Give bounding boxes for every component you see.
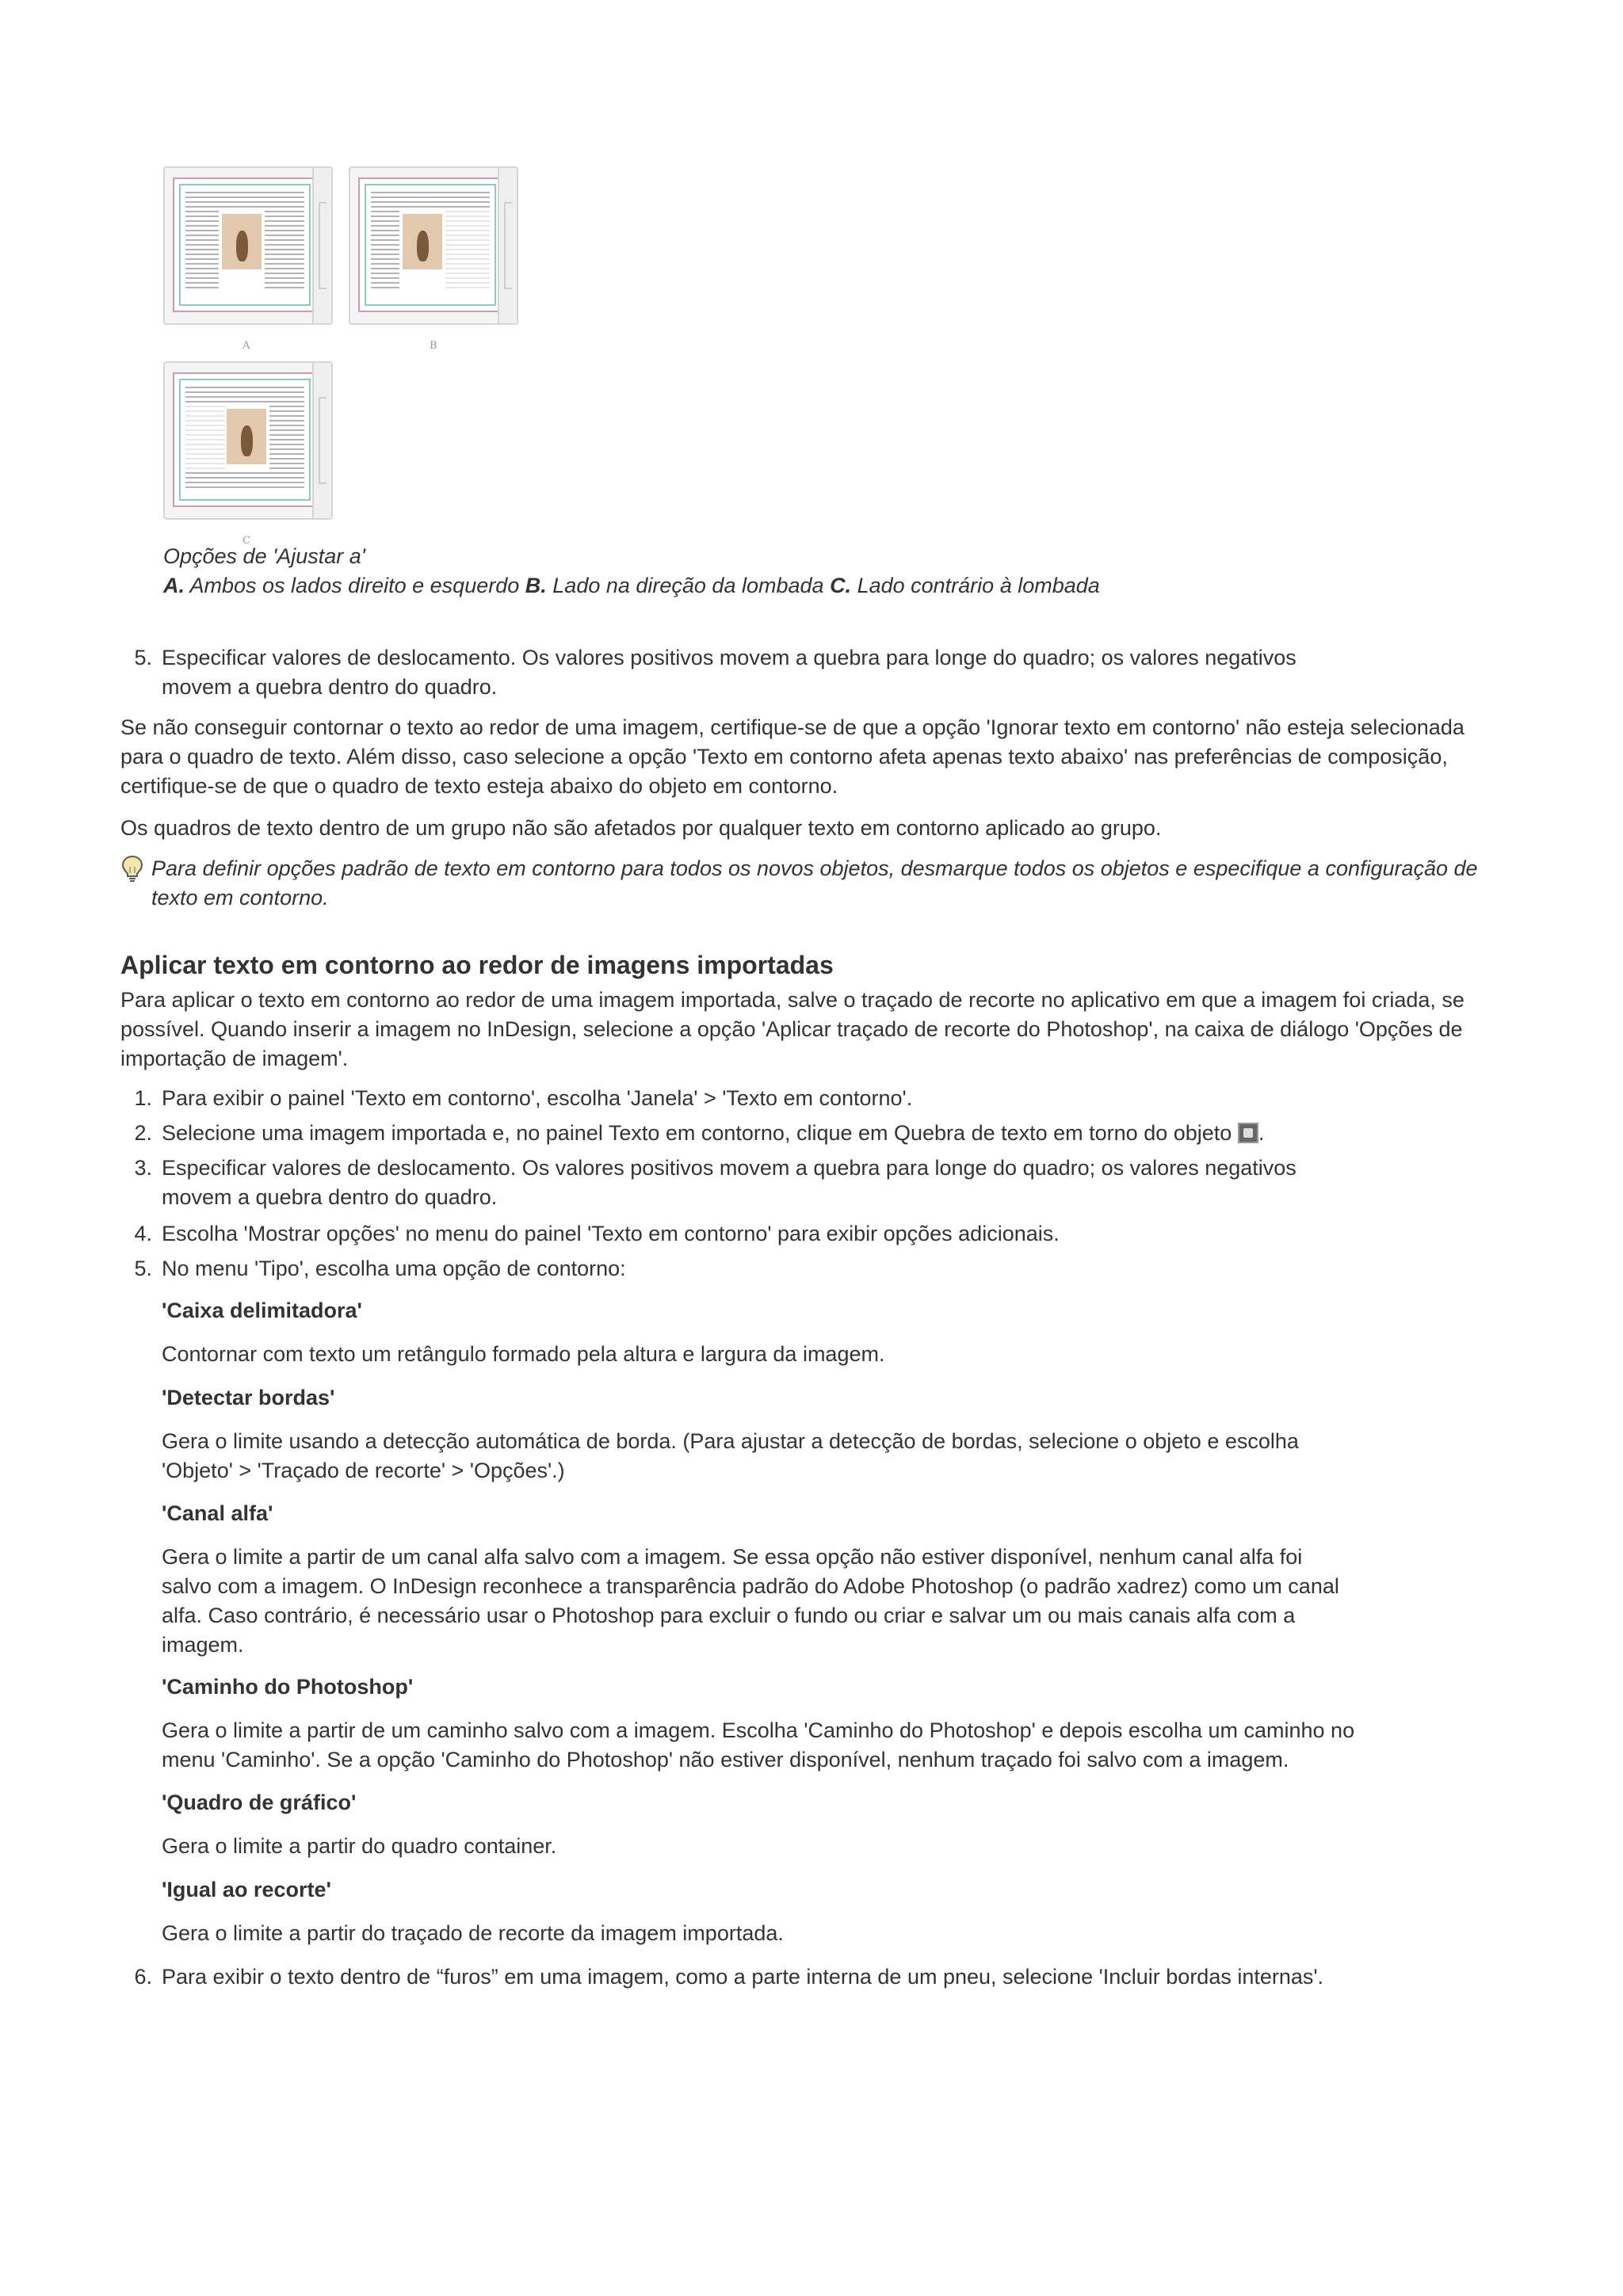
list-text-suffix: .	[1258, 1121, 1265, 1145]
list-text: Para exibir o painel 'Texto em contorno', escolha 'Janela' > 'Texto em contorno'.	[162, 1086, 913, 1110]
option-description	[162, 1340, 884, 1369]
list-number: 6.	[134, 1965, 152, 1989]
list-text	[162, 1119, 1264, 1148]
option-description	[162, 1832, 556, 1861]
figure-caption-items	[163, 571, 1100, 601]
list-item-step5-offset	[120, 643, 1515, 704]
option-description	[162, 1919, 784, 1948]
list-text: No menu 'Tipo', escolha uma opção de contorno:	[162, 1257, 626, 1280]
option-description-line: Gera o limite usando a detecção automática de borda. (Para ajustar a detecção de bordas, selecione o objeto e escolha	[162, 1429, 1299, 1453]
caption-text-b: Lado na direção da lombada	[552, 574, 824, 597]
list-number: 3.	[134, 1156, 152, 1180]
list-text-line-1: Especificar valores de deslocamento. Os valores positivos movem a quebra para longe do quadro; os valores negativos	[162, 1156, 1296, 1180]
list-number: 5.	[134, 646, 152, 669]
option-term: 'Igual ao recorte'	[162, 1878, 331, 1901]
list-text	[162, 643, 1296, 702]
list-text-line-2: movem a quebra dentro do quadro.	[162, 1185, 498, 1209]
lightbulb-icon	[120, 854, 144, 883]
option-description-line: Gera o limite a partir do traçado de recorte da imagem importada.	[162, 1921, 784, 1945]
paragraph-groups: Os quadros de texto dentro de um grupo não são afetados por qualquer texto em contorno aplicado ao grupo.	[120, 816, 1162, 840]
section-heading: Aplicar texto em contorno ao redor de imagens importadas	[120, 951, 834, 979]
section-intro-line-3: importação de imagem'.	[120, 1047, 349, 1070]
list-text: Escolha 'Mostrar opções' no menu do painel 'Texto em contorno' para exibir opções adicionais.	[162, 1222, 1060, 1245]
section-intro-line-2: possível. Quando inserir a imagem no InDesign, selecione a opção 'Aplicar traçado de recorte do Photoshop', na caixa de diálogo 'Opções de	[120, 1017, 1463, 1041]
option-term: 'Caminho do Photoshop'	[162, 1675, 414, 1699]
tip-text-line-1: Para definir opções padrão de texto em contorno para todos os novos objetos, desmarque todos os objetos e especifique a configuração de	[151, 856, 1478, 880]
paragraph-line-3: certifique-se de que o quadro de texto esteja abaixo do objeto em contorno.	[120, 774, 838, 798]
caption-letter-a: A.	[163, 574, 185, 597]
list-text-line-1: Especificar valores de deslocamento. Os valores positivos movem a quebra para longe do quadro; os valores negativos	[162, 646, 1296, 669]
list-number: 4.	[134, 1222, 152, 1245]
tip-icon	[120, 854, 144, 883]
list-text	[162, 1154, 1296, 1212]
paragraph-line-1: Se não conseguir contornar o texto ao redor de uma imagem, certifique-se de que a opção 'Ignorar texto em contorno' não esteja selecionada	[120, 715, 1465, 739]
option-description-line: Gera o limite a partir de um caminho salvo com a imagem. Escolha 'Caminho do Photoshop' e depois escolha um caminho no	[162, 1718, 1355, 1742]
figure-caption-title: Opções de 'Ajustar a'	[163, 544, 365, 568]
caption-letter-c: C.	[830, 574, 852, 597]
caption-letter-b: B.	[525, 574, 547, 597]
section-intro-line-1: Para aplicar o texto em contorno ao redor de uma imagem importada, salve o traçado de recorte no aplicativo em que a imagem foi criada, se	[120, 988, 1465, 1012]
list-text-content: Selecione uma imagem importada e, no painel Texto em contorno, clique em Quebra de texto em torno do objeto	[162, 1121, 1232, 1145]
option-term: 'Canal alfa'	[162, 1501, 273, 1525]
thumbnail-a	[163, 166, 333, 325]
caption-text-c: Lado contrário à lombada	[857, 574, 1100, 597]
option-description-line: salvo com a imagem. O InDesign reconhece a transparência padrão do Adobe Photoshop (o padrão xadrez) como um canal	[162, 1574, 1339, 1598]
list-number: 1.	[134, 1086, 152, 1110]
option-description	[162, 1543, 1339, 1660]
thumbnail-b	[349, 166, 518, 325]
option-term: 'Caixa delimitadora'	[162, 1299, 362, 1322]
option-term: 'Detectar bordas'	[162, 1386, 335, 1409]
option-description-line: imagem.	[162, 1633, 244, 1657]
option-description	[162, 1716, 1354, 1775]
option-description-line: Gera o limite a partir do quadro container.	[162, 1834, 557, 1858]
option-description-line: Contornar com texto um retângulo formado pela altura e largura da imagem.	[162, 1342, 885, 1366]
wrap-around-object-icon	[1238, 1123, 1258, 1143]
list-number: 2.	[134, 1121, 152, 1145]
option-term: 'Quadro de gráfico'	[162, 1791, 357, 1814]
paragraph-wrap-not-working	[120, 713, 1515, 801]
figure-letter-a: A	[242, 340, 250, 352]
option-description-line: alfa. Caso contrário, é necessário usar o Photoshop para excluir o fundo ou criar e salvar um ou mais canais alfa com a	[162, 1604, 1296, 1627]
caption-text-a: Ambos os lados direito e esquerdo	[189, 574, 520, 597]
section-intro	[120, 986, 1515, 1074]
list-text: Para exibir o texto dentro de “furos” em uma imagem, como a parte interna de um pneu, selecione 'Incluir bordas internas'.	[162, 1965, 1324, 1989]
figure-letter-b: B	[430, 340, 437, 352]
option-description-line: Gera o limite a partir de um canal alfa salvo com a imagem. Se essa opção não estiver disponível, nenhum canal alfa foi	[162, 1545, 1303, 1569]
tip-text	[151, 854, 1530, 913]
list-number: 5.	[134, 1257, 152, 1280]
option-description-line: 'Objeto' > 'Traçado de recorte' > 'Opções'.)	[162, 1459, 565, 1482]
option-description	[162, 1427, 1299, 1486]
list-text-line-2: movem a quebra dentro do quadro.	[162, 675, 498, 699]
option-description-line: menu 'Caminho'. Se a opção 'Caminho do Photoshop' não estiver disponível, nenhum traçado foi salvo com a imagem.	[162, 1748, 1289, 1772]
paragraph-line-2: para o quadro de texto. Além disso, caso selecione a opção 'Texto em contorno afeta apenas texto abaixo' nas preferências de composição,	[120, 745, 1448, 769]
tip-text-line-2: texto em contorno.	[151, 886, 329, 910]
thumbnail-c	[163, 361, 333, 520]
figure-letter-c: C	[242, 535, 250, 547]
